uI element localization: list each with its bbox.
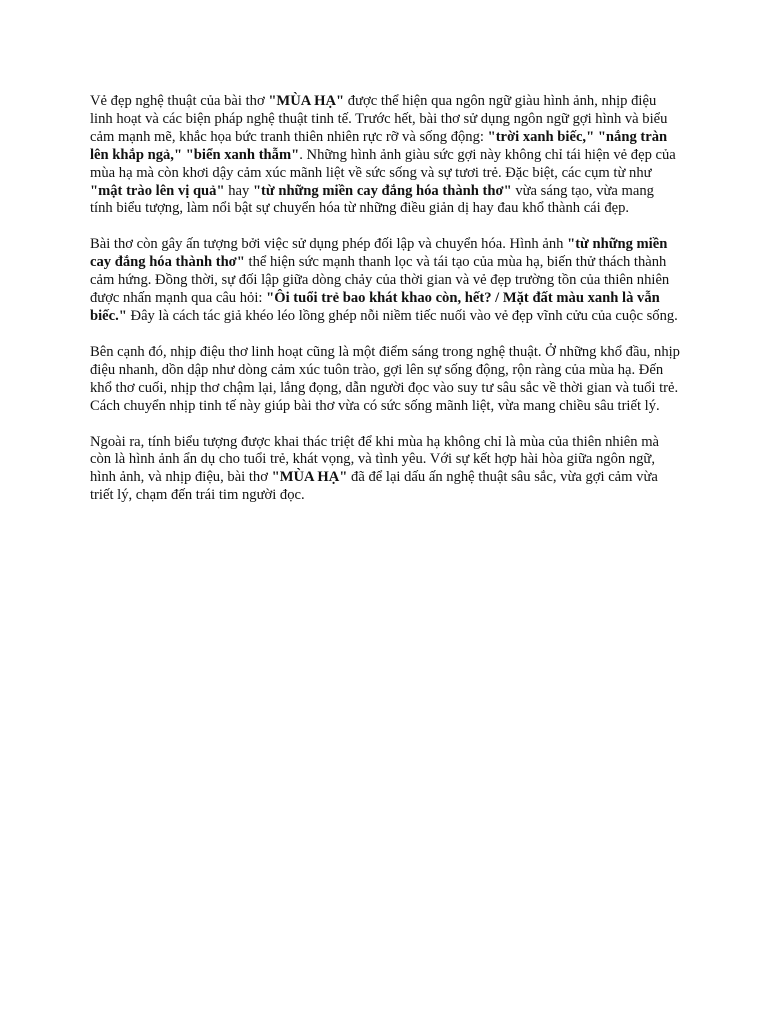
text-run: thể hiện sức mạnh thanh lọc và tái tạo của mùa hạ, biến thử thách thành cảm hứng. Đồng thời, sự đối lập giữa dòng chảy của thời gian và vẻ đẹp trường tồn của thiên nhiên được nhấn mạnh qua câu hỏi: bbox=[90, 254, 670, 307]
text-run: được thể hiện qua ngôn ngữ giàu hình ảnh, nhịp điệu linh hoạt và các biện pháp nghệ thuật tinh tế. Trước hết, bài thơ sử dụng ngôn ngữ gợi hình và biểu cảm mạnh mẽ, khắc họa bức tranh thiên nhiên rực rỡ và sống động: bbox=[90, 93, 668, 145]
document-body bbox=[90, 93, 680, 523]
bold-text-run: "MÙA HẠ" bbox=[271, 469, 348, 486]
text-run: đã để lại dấu ấn nghệ thuật sâu sắc, vừa gợi cảm vừa triết lý, chạm đến trái tim người đọc. bbox=[90, 469, 658, 504]
bold-text-run: "mật trào lên vị quả" bbox=[90, 182, 225, 199]
text-run: Bài thơ còn gây ấn tượng bởi việc sử dụng phép đối lập và chuyển hóa. Hình ảnh bbox=[90, 236, 568, 253]
text-run: Vẻ đẹp nghệ thuật của bài thơ bbox=[90, 93, 269, 109]
paragraph-2 bbox=[90, 236, 680, 326]
bold-text-run: "trời xanh biếc," "nắng tràn lên khắp ngả," "biển xanh thẫm" bbox=[90, 128, 668, 163]
bold-text-run: "từ những miền cay đắng hóa thành thơ" bbox=[90, 236, 668, 271]
text-run: Bên cạnh đó, nhịp điệu thơ linh hoạt cũng là một điểm sáng trong nghệ thuật. Ở những khổ đầu, nhịp điệu nhanh, dồn dập như dòng cảm xúc tuôn trào, gợi lên sự sống động, rộn ràng của mùa hạ. Đến khổ thơ cuối, nhịp thơ chậm lại, lắng đọng, dẫn người đọc vào suy tư sâu sắc về thời gian và tuổi trẻ. Cách chuyển nhịp tinh tế này giúp bài thơ vừa có sức sống mãnh liệt, vừa mang chiều sâu triết lý. bbox=[90, 343, 680, 414]
bold-text-run: "Ôi tuổi trẻ bao khát khao còn, hết? / Mặt đất màu xanh là vẫn biếc." bbox=[90, 290, 660, 324]
paragraph-4 bbox=[90, 434, 680, 506]
text-run: vừa sáng tạo, vừa mang tính biểu tượng, làm nổi bật sự chuyển hóa từ những điều giản dị hay đau khổ thành cái đẹp. bbox=[90, 182, 654, 217]
text-run: Đây là cách tác giả khéo léo lồng ghép nỗi niềm tiếc nuối vào vẻ đẹp vĩnh cửu của cuộc sống. bbox=[126, 307, 678, 324]
bold-text-run: "MÙA HẠ" bbox=[268, 93, 345, 109]
bold-text-run: "từ những miền cay đắng hóa thành thơ" bbox=[252, 182, 512, 199]
text-run: . Những hình ảnh giàu sức gợi này không chỉ tái hiện vẻ đẹp của mùa hạ mà còn khơi dậy cảm xúc mãnh liệt về sức sống và sự tươi trẻ. Đặc biệt, các cụm từ như bbox=[90, 146, 676, 181]
text-run: Ngoài ra, tính biểu tượng được khai thác triệt để khi mùa hạ không chỉ là mùa của thiên nhiên mà còn là hình ảnh ẩn dụ cho tuổi trẻ, khát vọng, và tình yêu. Với sự kết hợp hài hòa giữa ngôn ngữ, hình ảnh, và nhịp điệu, bài thơ bbox=[90, 433, 660, 486]
text-run: hay bbox=[224, 182, 253, 199]
paragraph-3 bbox=[90, 344, 680, 416]
paragraph-1 bbox=[90, 93, 680, 218]
